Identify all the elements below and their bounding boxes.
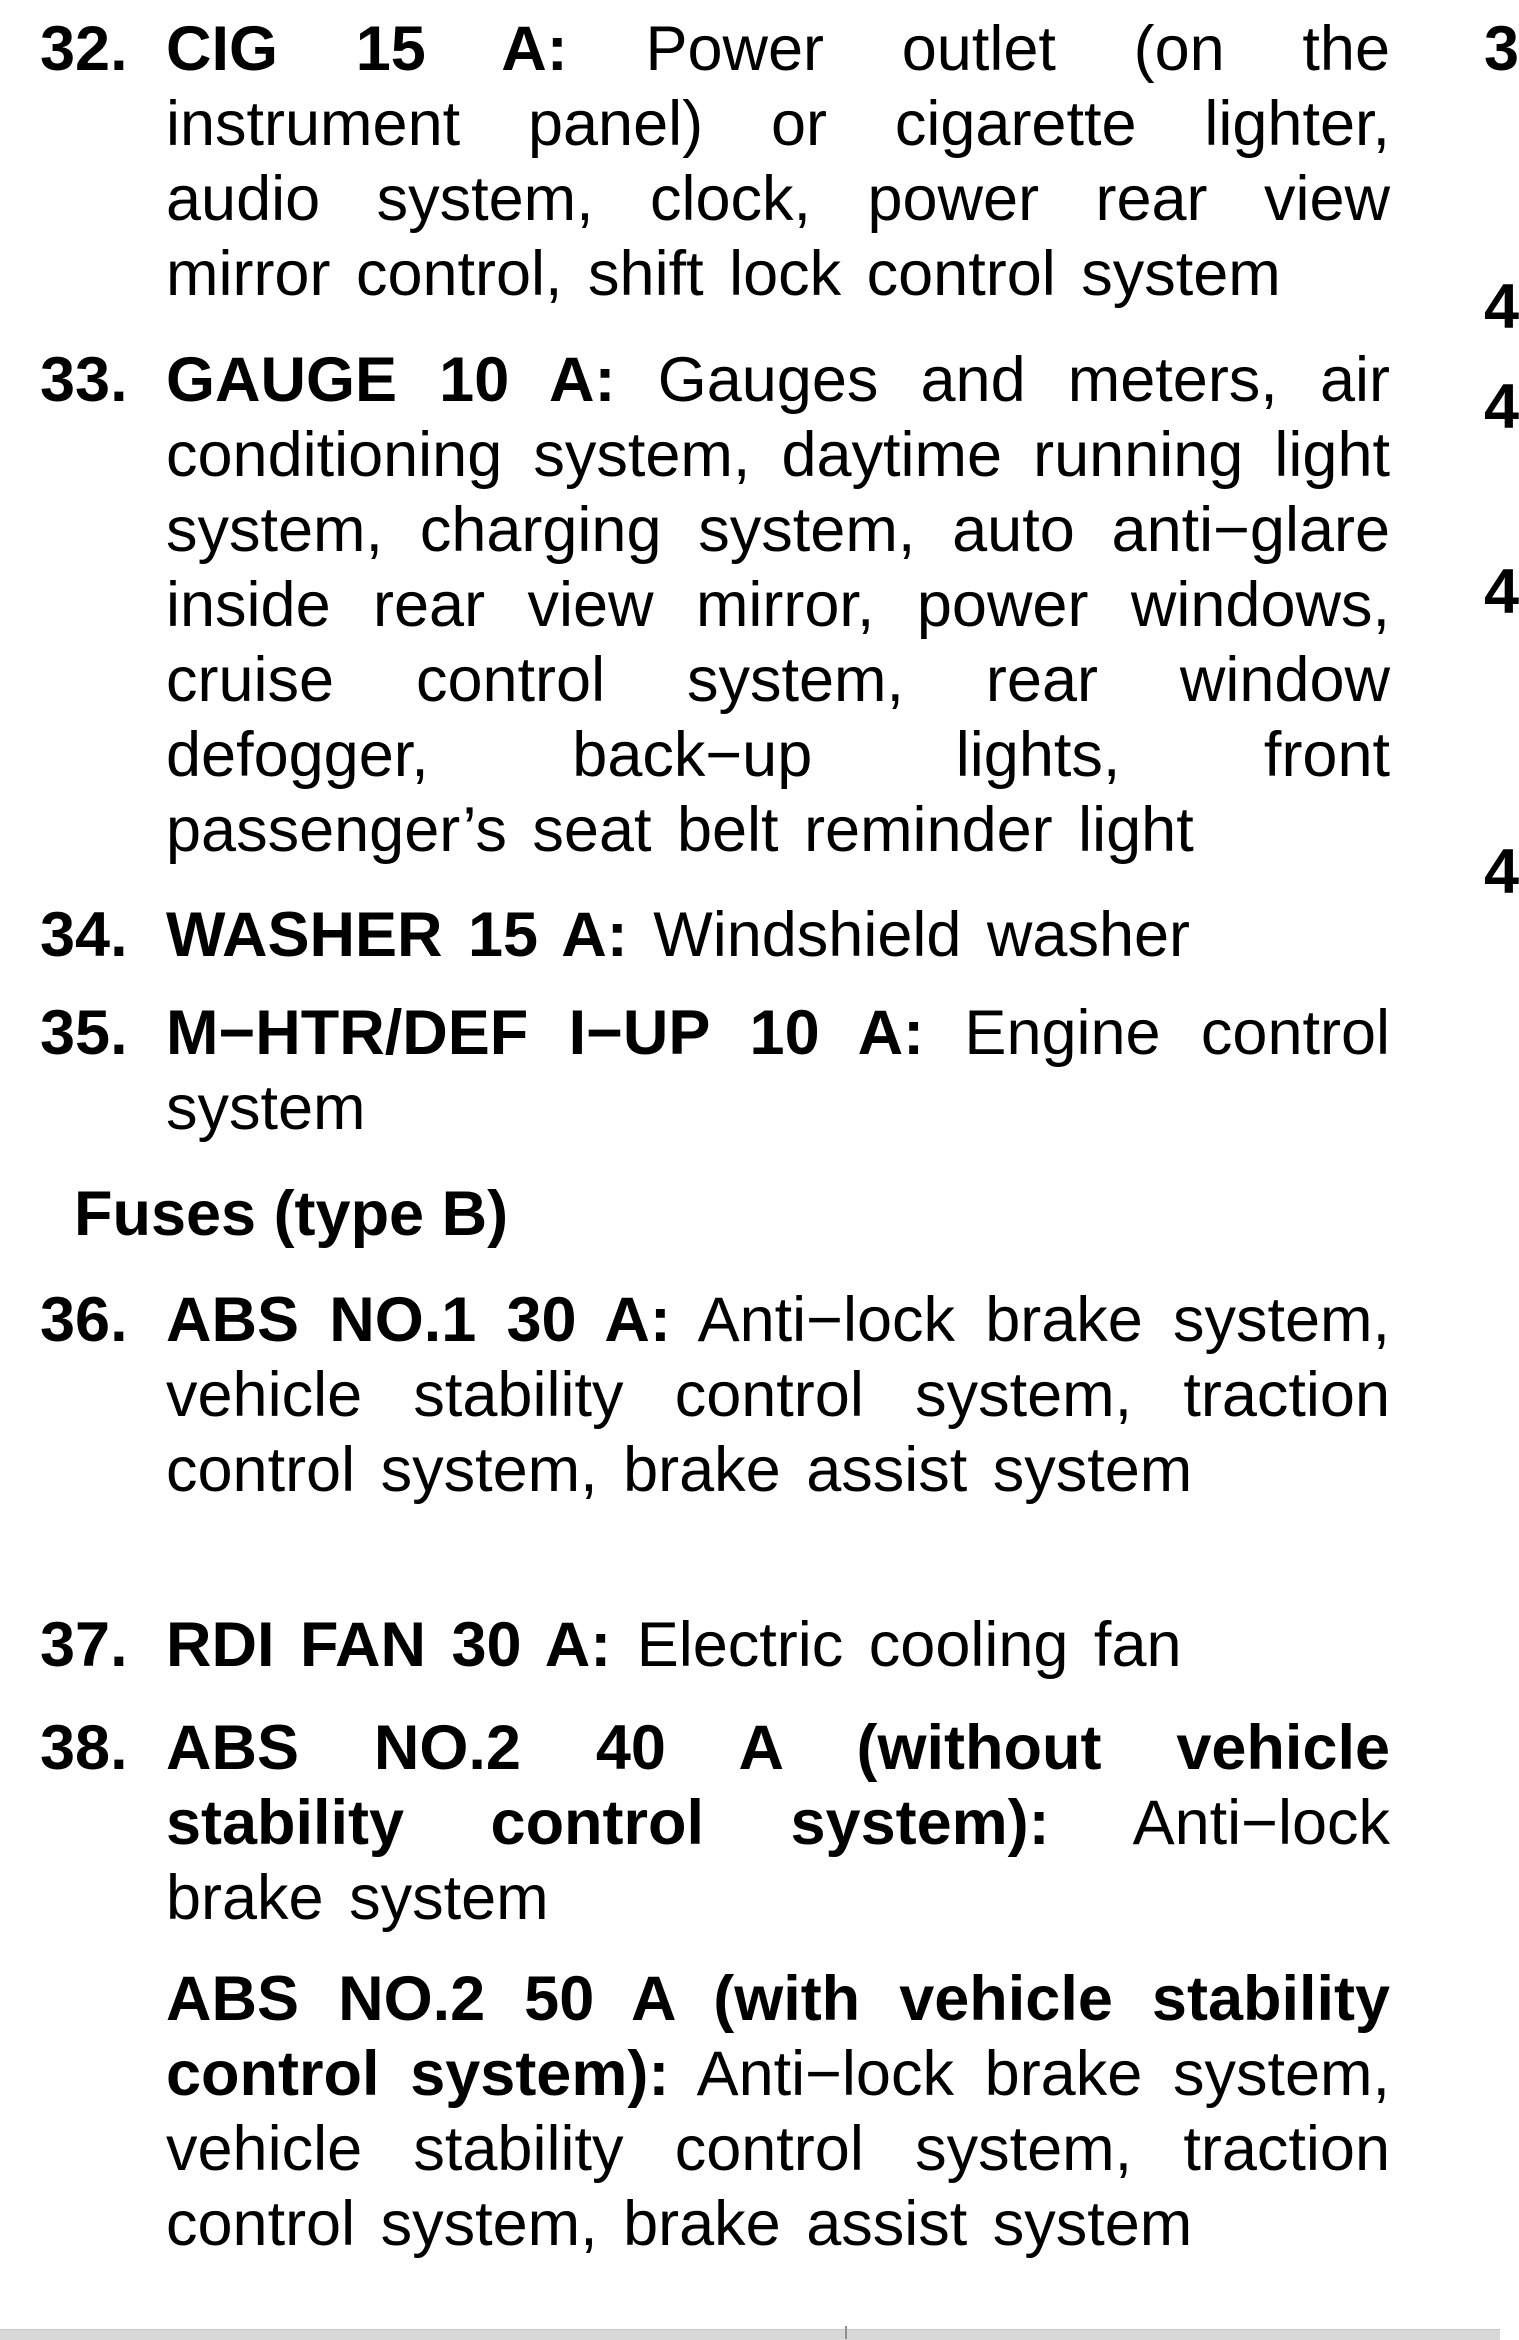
fuse-description: Anti−lock brake system, vehicle stability control system, traction control system, brake assist system bbox=[166, 1285, 1391, 1505]
entry-number: 35. bbox=[40, 998, 128, 1068]
right-column-fragment: 4 bbox=[1484, 372, 1519, 442]
entry-body bbox=[166, 12, 1390, 312]
section-heading: Fuses (type B) bbox=[74, 1179, 509, 1249]
entry-number: 34. bbox=[40, 900, 128, 970]
entry-number: 38. bbox=[40, 1713, 128, 1783]
fuse-label: RDI FAN 30 A: bbox=[166, 1610, 612, 1680]
fuse-description: Power outlet (on the instrument panel) or cigarette lighter, audio system, clock, power rear view mirror control, shift lock control system bbox=[166, 14, 1390, 309]
entry-body bbox=[166, 343, 1390, 868]
entry-body bbox=[166, 1283, 1390, 1508]
right-column-fragment: 4 bbox=[1484, 557, 1519, 627]
fuse-description: Electric cooling fan bbox=[636, 1610, 1182, 1680]
entry-body bbox=[166, 1608, 1390, 1683]
right-column-fragment: 4 bbox=[1484, 272, 1519, 342]
fuse-description: Engine control system bbox=[166, 998, 1390, 1143]
fuse-label: CIG 15 A: bbox=[166, 14, 568, 84]
fuse-label: ABS NO.2 40 A (without vehicle stability control system): bbox=[166, 1713, 1390, 1858]
fuse-description: Anti−lock brake system, vehicle stability control system, traction control system, brake assist system bbox=[166, 2039, 1390, 2259]
right-column-fragment: 4 bbox=[1484, 837, 1519, 907]
entry-body bbox=[166, 1711, 1390, 1936]
fuse-label: ABS NO.1 30 A: bbox=[166, 1285, 671, 1355]
fuse-description: Anti−lock brake system bbox=[166, 1788, 1390, 1933]
entry-body bbox=[166, 898, 1390, 973]
fuse-label: GAUGE 10 A: bbox=[166, 345, 616, 415]
entry-number: 33. bbox=[40, 345, 128, 415]
fuse-label: ABS NO.2 50 A (with vehicle stability control system): bbox=[166, 1964, 1390, 2109]
fuse-description: Windshield washer bbox=[653, 900, 1190, 970]
entry-number: 36. bbox=[40, 1285, 128, 1355]
fuse-label: WASHER 15 A: bbox=[166, 900, 628, 970]
horizontal-scrollbar[interactable] bbox=[0, 2329, 1500, 2340]
entry-number: 32. bbox=[40, 14, 128, 84]
entry-body bbox=[166, 1962, 1390, 2262]
entry-body bbox=[166, 996, 1390, 1146]
fuse-description: Gauges and meters, air conditioning system, daytime running light system, charging system, auto anti−glare inside rear view mirror, power windows, cruise control system, rear window defogger, back−up lights, front passenger’s seat belt reminder light bbox=[166, 345, 1390, 865]
scrollbar-thumb-marker[interactable] bbox=[845, 2326, 847, 2339]
right-column-fragment: 3 bbox=[1484, 14, 1519, 84]
entry-number: 37. bbox=[40, 1610, 128, 1680]
fuse-label: M−HTR/DEF I−UP 10 A: bbox=[166, 998, 925, 1068]
